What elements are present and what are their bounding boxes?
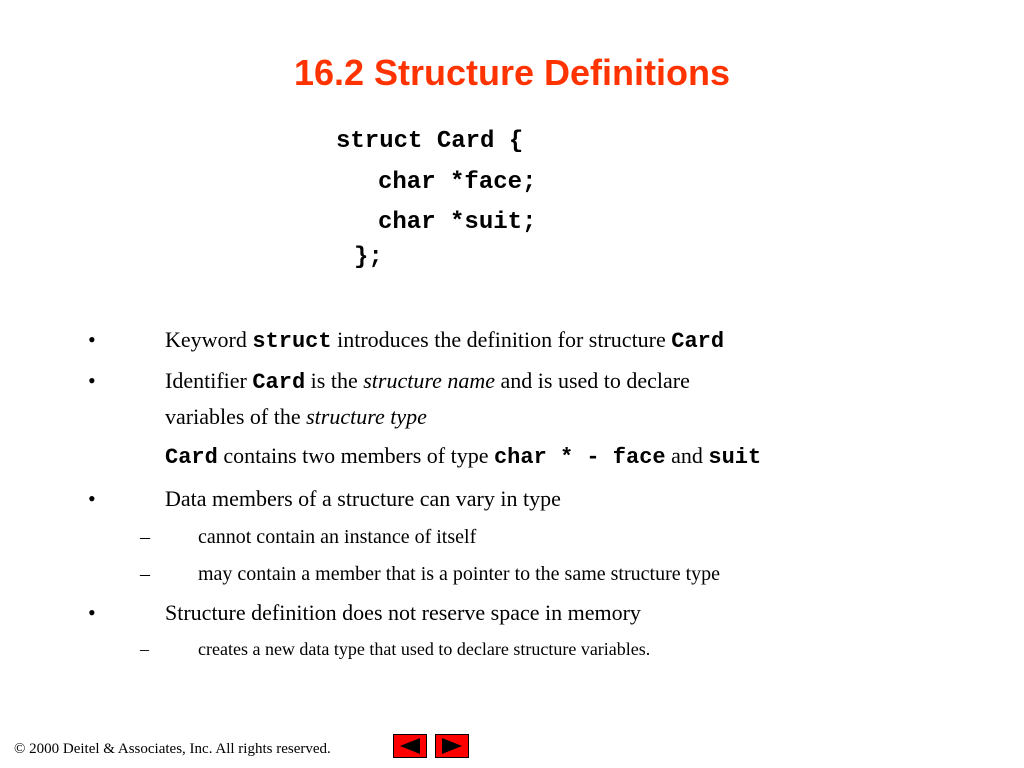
bullet-card-members: Card contains two members of type char * - face and suit — [165, 443, 762, 470]
dash-marker: – — [140, 526, 150, 548]
bullet-marker: • — [88, 327, 96, 352]
subbullet-pointer-member: may contain a member that is a pointer to the same structure type — [198, 563, 721, 585]
left-triangle-icon — [394, 735, 426, 757]
bullet-no-reserve: Structure definition does not reserve space in memory — [165, 600, 641, 625]
bullet-marker: • — [88, 368, 96, 393]
bullet-data-members: Data members of a structure can vary in type — [165, 486, 561, 511]
code-line-face: char *face; — [378, 169, 537, 196]
subbullet-no-instance: cannot contain an instance of itself — [198, 526, 477, 548]
slide-title: 16.2 Structure Definitions — [293, 52, 731, 93]
right-triangle-icon — [436, 735, 468, 757]
bullet-identifier-card-line2: variables of the structure type — [165, 404, 427, 429]
dash-marker: – — [140, 563, 150, 585]
previous-slide-button[interactable] — [393, 734, 427, 758]
bullet-marker: • — [88, 486, 96, 511]
next-slide-button[interactable] — [435, 734, 469, 758]
bullet-identifier-card: Identifier Card is the structure name and is used to declare — [165, 368, 690, 395]
bullet-keyword-struct: Keyword struct introduces the definition for structure Card — [165, 327, 725, 354]
code-line-suit: char *suit; — [378, 209, 537, 236]
dash-marker: – — [140, 639, 149, 659]
code-line-close: }; — [354, 244, 383, 271]
copyright-footer: © 2000 Deitel & Associates, Inc. All rights reserved. — [14, 741, 331, 757]
subbullet-new-type: creates a new data type that used to declare structure variables. — [198, 639, 651, 659]
code-line-struct: struct Card { — [336, 128, 524, 155]
bullet-marker: • — [88, 600, 96, 625]
